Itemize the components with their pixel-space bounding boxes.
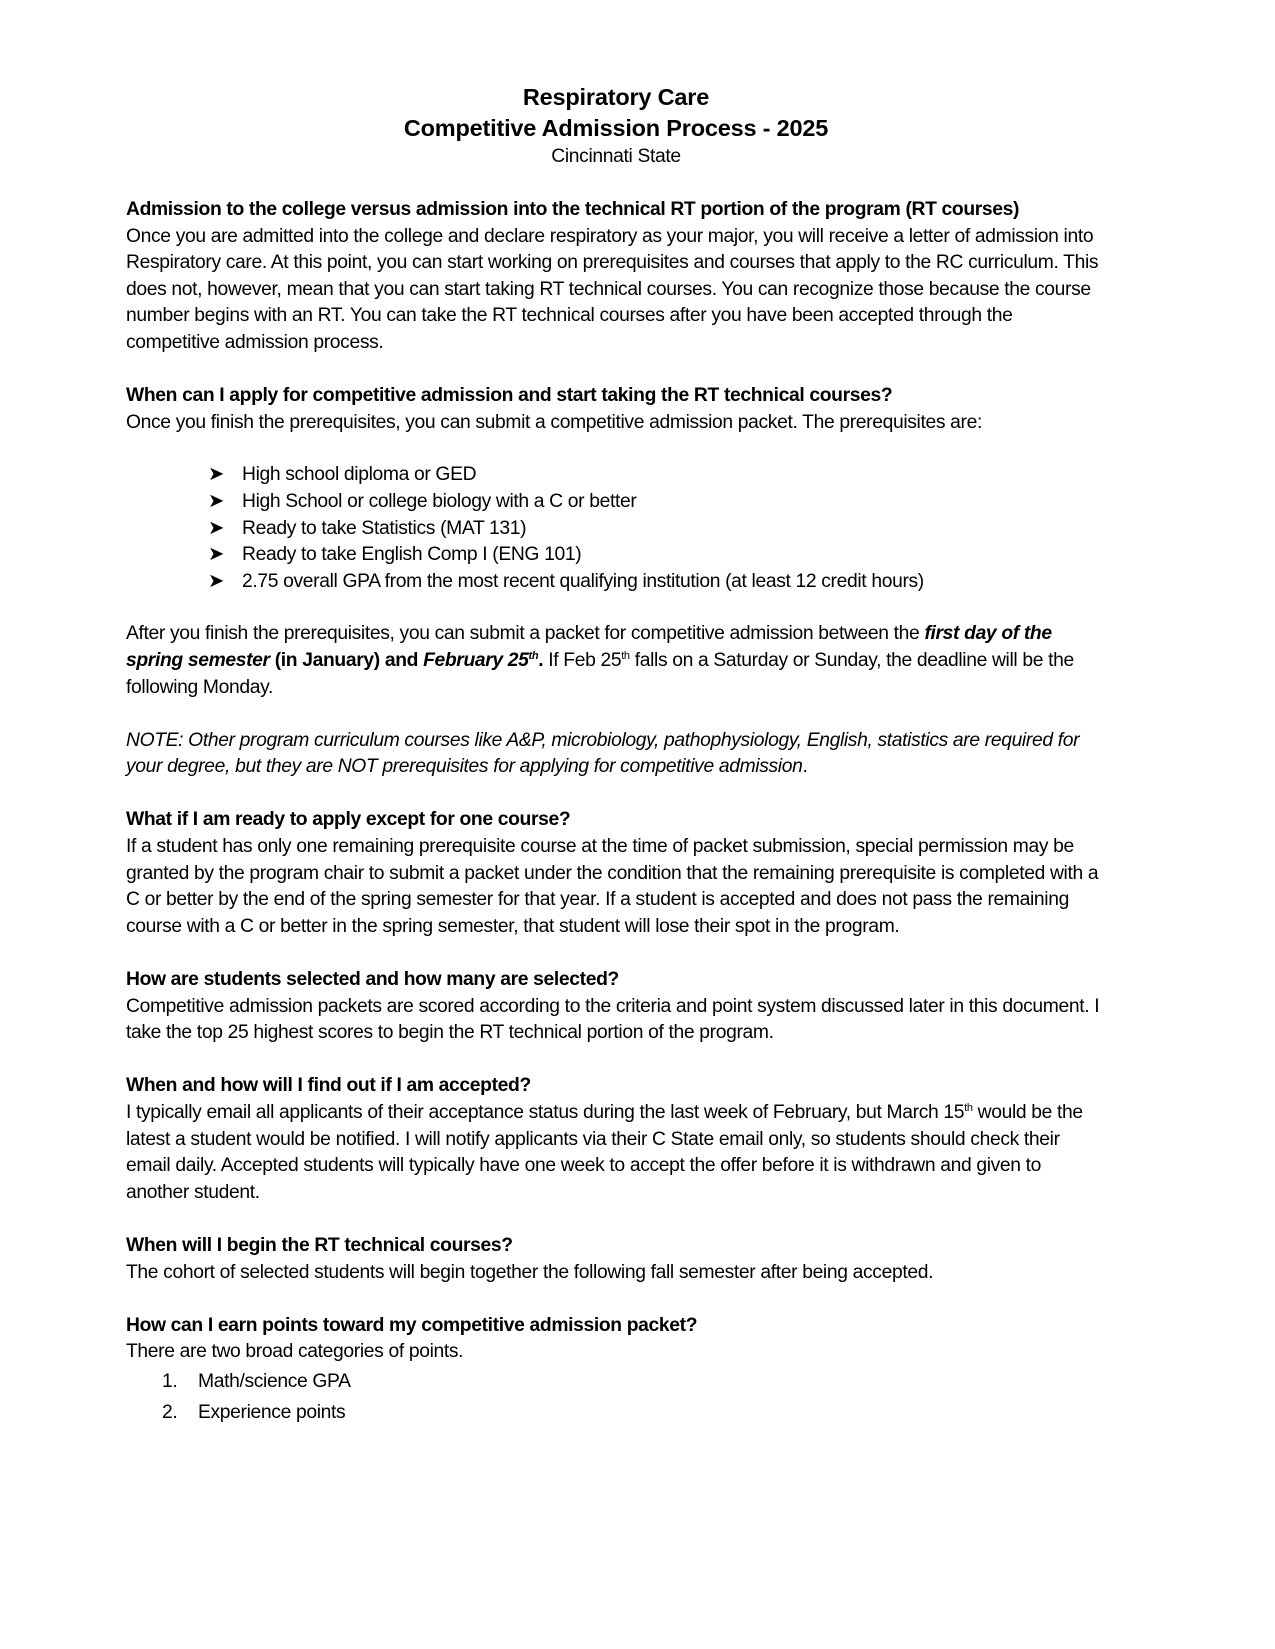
section-note (126, 728, 1106, 781)
section-heading: When and how will I find out if I am accepted? (126, 1075, 531, 1097)
note-paragraph: NOTE: Other program curriculum courses like A&P, microbiology, pathophysiology, English, statistics are required for your degree, but they are NOT prerequisites for applying for competitive admission. (126, 729, 1080, 778)
document-page (126, 82, 1106, 1428)
section-heading: What if I am ready to apply except for one course? (126, 809, 571, 831)
section-body: Competitive admission packets are scored according to the criteria and point system discussed later in this document. I take the top 25 highest scores to begin the RT technical portion of the program. (126, 995, 1100, 1044)
section-heading: Admission to the college versus admission into the technical RT portion of the program (RT courses) (126, 199, 1020, 220)
section-one-course (126, 807, 1106, 940)
section-heading: When will I begin the RT technical courses? (126, 1234, 513, 1256)
list-item: 2. Experience points (162, 1401, 346, 1423)
deadline-date-emphasis: February 25 (423, 649, 529, 671)
section-body: The cohort of selected students will begin together the following fall semester after being accepted. (126, 1261, 934, 1283)
section-body: If a student has only one remaining prerequisite course at the time of packet submission, special permission may be granted by the program chair to submit a packet under the condition that the remaining prerequisite is completed with a C or better by the end of the spring semester for that year. If a student is accepted and does not pass the remaining course with a C or better in the spring semester, that student will lose their spot in the program. (126, 836, 1099, 937)
section-body: There are two broad categories of points. (126, 1341, 464, 1363)
document-subtitle: Cincinnati State (551, 146, 681, 167)
section-when-apply (126, 383, 1106, 595)
arrowhead-bullet-icon: ➤ (208, 517, 224, 539)
section-points (126, 1313, 1106, 1428)
section-notification (126, 1073, 1106, 1206)
section-begin (126, 1233, 1106, 1286)
arrowhead-bullet-icon: ➤ (208, 570, 224, 592)
point-categories-list (126, 1366, 1106, 1428)
section-body: I typically email all applicants of their acceptance status during the last week of February, but March 15th would be the latest a student would be notified. I will notify applicants via their C State email only, so students should check their email daily. Accepted students will typically have one week to accept the offer before it is withdrawn and given to another student. (126, 1102, 1083, 1203)
section-heading: How can I earn points toward my competitive admission packet? (126, 1314, 698, 1336)
list-item: ➤ High School or college biology with a C or better (208, 489, 1106, 516)
list-item: ➤ 2.75 overall GPA from the most recent qualifying institution (at least 12 credit hours) (208, 569, 1106, 596)
list-item: ➤ Ready to take Statistics (MAT 131) (208, 516, 1106, 543)
document-title-line1: Respiratory Care (522, 84, 710, 110)
section-selection (126, 967, 1106, 1047)
arrowhead-bullet-icon: ➤ (208, 544, 224, 566)
document-title-line2: Competitive Admission Process - 2025 (403, 115, 829, 141)
section-body: Once you finish the prerequisites, you can submit a competitive admission packet. The prerequisites are: (126, 411, 982, 433)
section-admission (126, 197, 1106, 357)
deadline-paragraph: After you finish the prerequisites, you can submit a packet for competitive admission between the first day of the spring semester (in January) and February 25th. If Feb 25th falls on a Saturday or Sunday, the deadline will be the following Monday. (126, 623, 1074, 698)
list-item: ➤ High school diploma or GED (208, 462, 1106, 489)
first-day-emphasis: first day of the spring semester (126, 623, 1052, 671)
prerequisites-list (126, 462, 1106, 595)
section-heading: When can I apply for competitive admission and start taking the RT technical courses? (126, 385, 893, 407)
list-item: 1. Math/science GPA (162, 1370, 351, 1392)
arrowhead-bullet-icon: ➤ (208, 464, 224, 486)
section-heading: How are students selected and how many are selected? (126, 969, 619, 991)
section-deadline (126, 621, 1106, 701)
list-item: ➤ Ready to take English Comp I (ENG 101) (208, 542, 1106, 569)
section-body: Once you are admitted into the college and declare respiratory as your major, you will receive a letter of admission into Respiratory care. At this point, you can start working on prerequisites and courses that apply to the RC curriculum. This does not, however, mean that you can start taking RT technical courses. You can recognize those because the course number begins with an RT. You can take the RT technical courses after you have been accepted through the competitive admission process. (126, 225, 1099, 353)
arrowhead-bullet-icon: ➤ (208, 490, 224, 512)
